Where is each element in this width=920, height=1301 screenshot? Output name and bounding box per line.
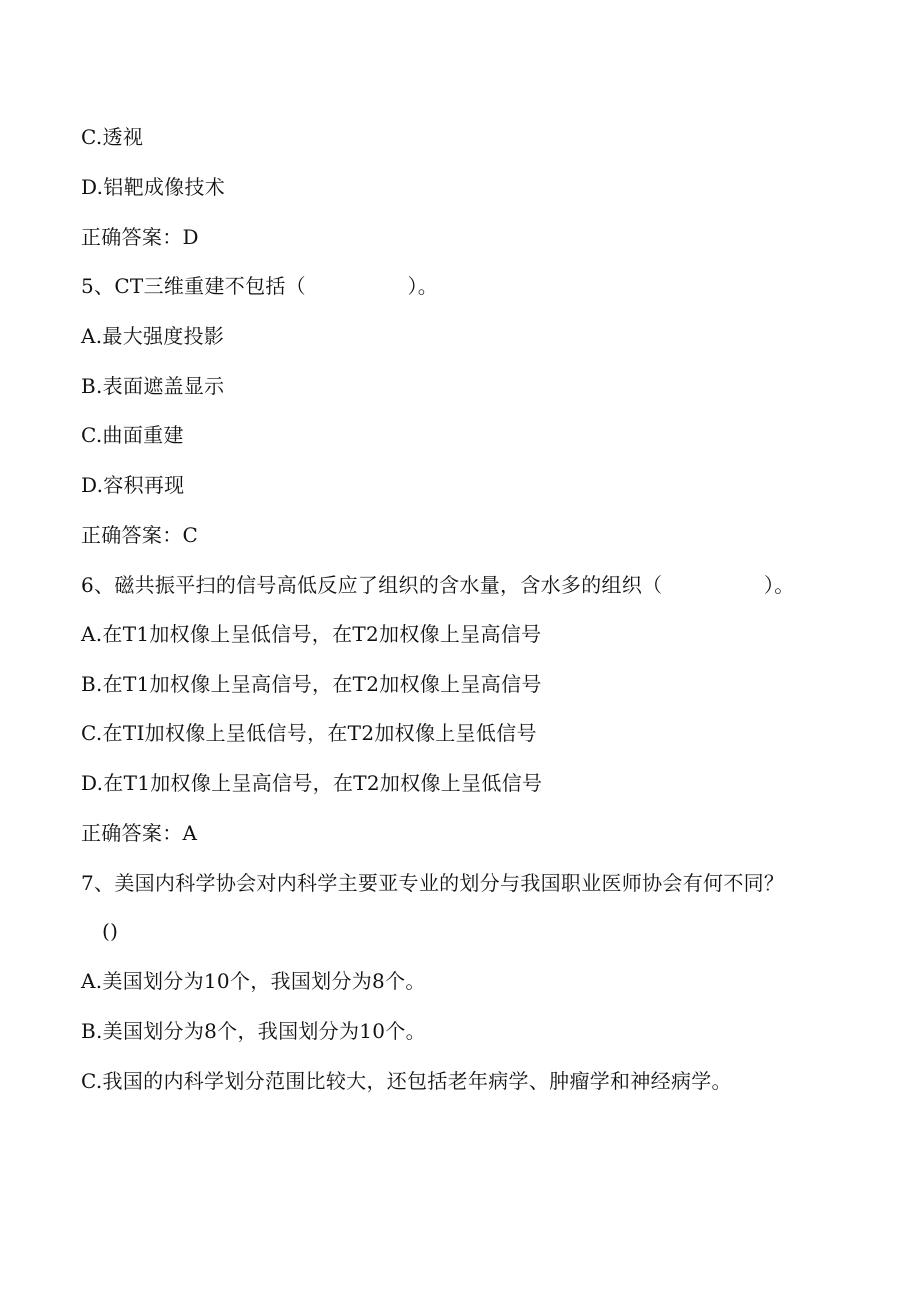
option-b-q5: B.表面遮盖显示 [81,374,225,398]
question-7: 7、美国内科学协会对内科学主要亚专业的划分与我国职业医师协会有何不同？ [81,871,785,895]
option-b-q7: B.美国划分为8个，我国划分为10个。 [81,1019,426,1043]
option-c-q6: C.在TI加权像上呈低信号，在T2加权像上呈低信号 [81,721,537,745]
answer-q4: 正确答案：D [81,225,199,249]
option-b-q6: B.在T1加权像上呈高信号，在T2加权像上呈高信号 [81,672,542,696]
option-c-q4: C.透视 [81,125,144,149]
question-7-parentheses: () [102,919,119,943]
option-a-q5: A.最大强度投影 [81,324,225,348]
option-c-q7: C.我国的内科学划分范围比较大，还包括老年病学、肿瘤学和神经病学。 [81,1069,732,1093]
question-5: 5、CT三维重建不包括（ ）。 [81,274,439,298]
option-d-q5: D.容积再现 [81,473,185,497]
option-a-q7: A.美国划分为10个，我国划分为8个。 [81,969,426,993]
answer-q5: 正确答案：C [81,523,199,547]
question-6: 6、磁共振平扫的信号高低反应了组织的含水量，含水多的组织（ ）。 [81,573,795,597]
option-c-q5: C.曲面重建 [81,423,184,447]
answer-q6: 正确答案：A [81,821,198,845]
option-d-q4: D.铝靶成像技术 [81,175,226,199]
option-a-q6: A.在T1加权像上呈低信号，在T2加权像上呈高信号 [81,622,542,646]
option-d-q6: D.在T1加权像上呈高信号，在T2加权像上呈低信号 [81,771,543,795]
